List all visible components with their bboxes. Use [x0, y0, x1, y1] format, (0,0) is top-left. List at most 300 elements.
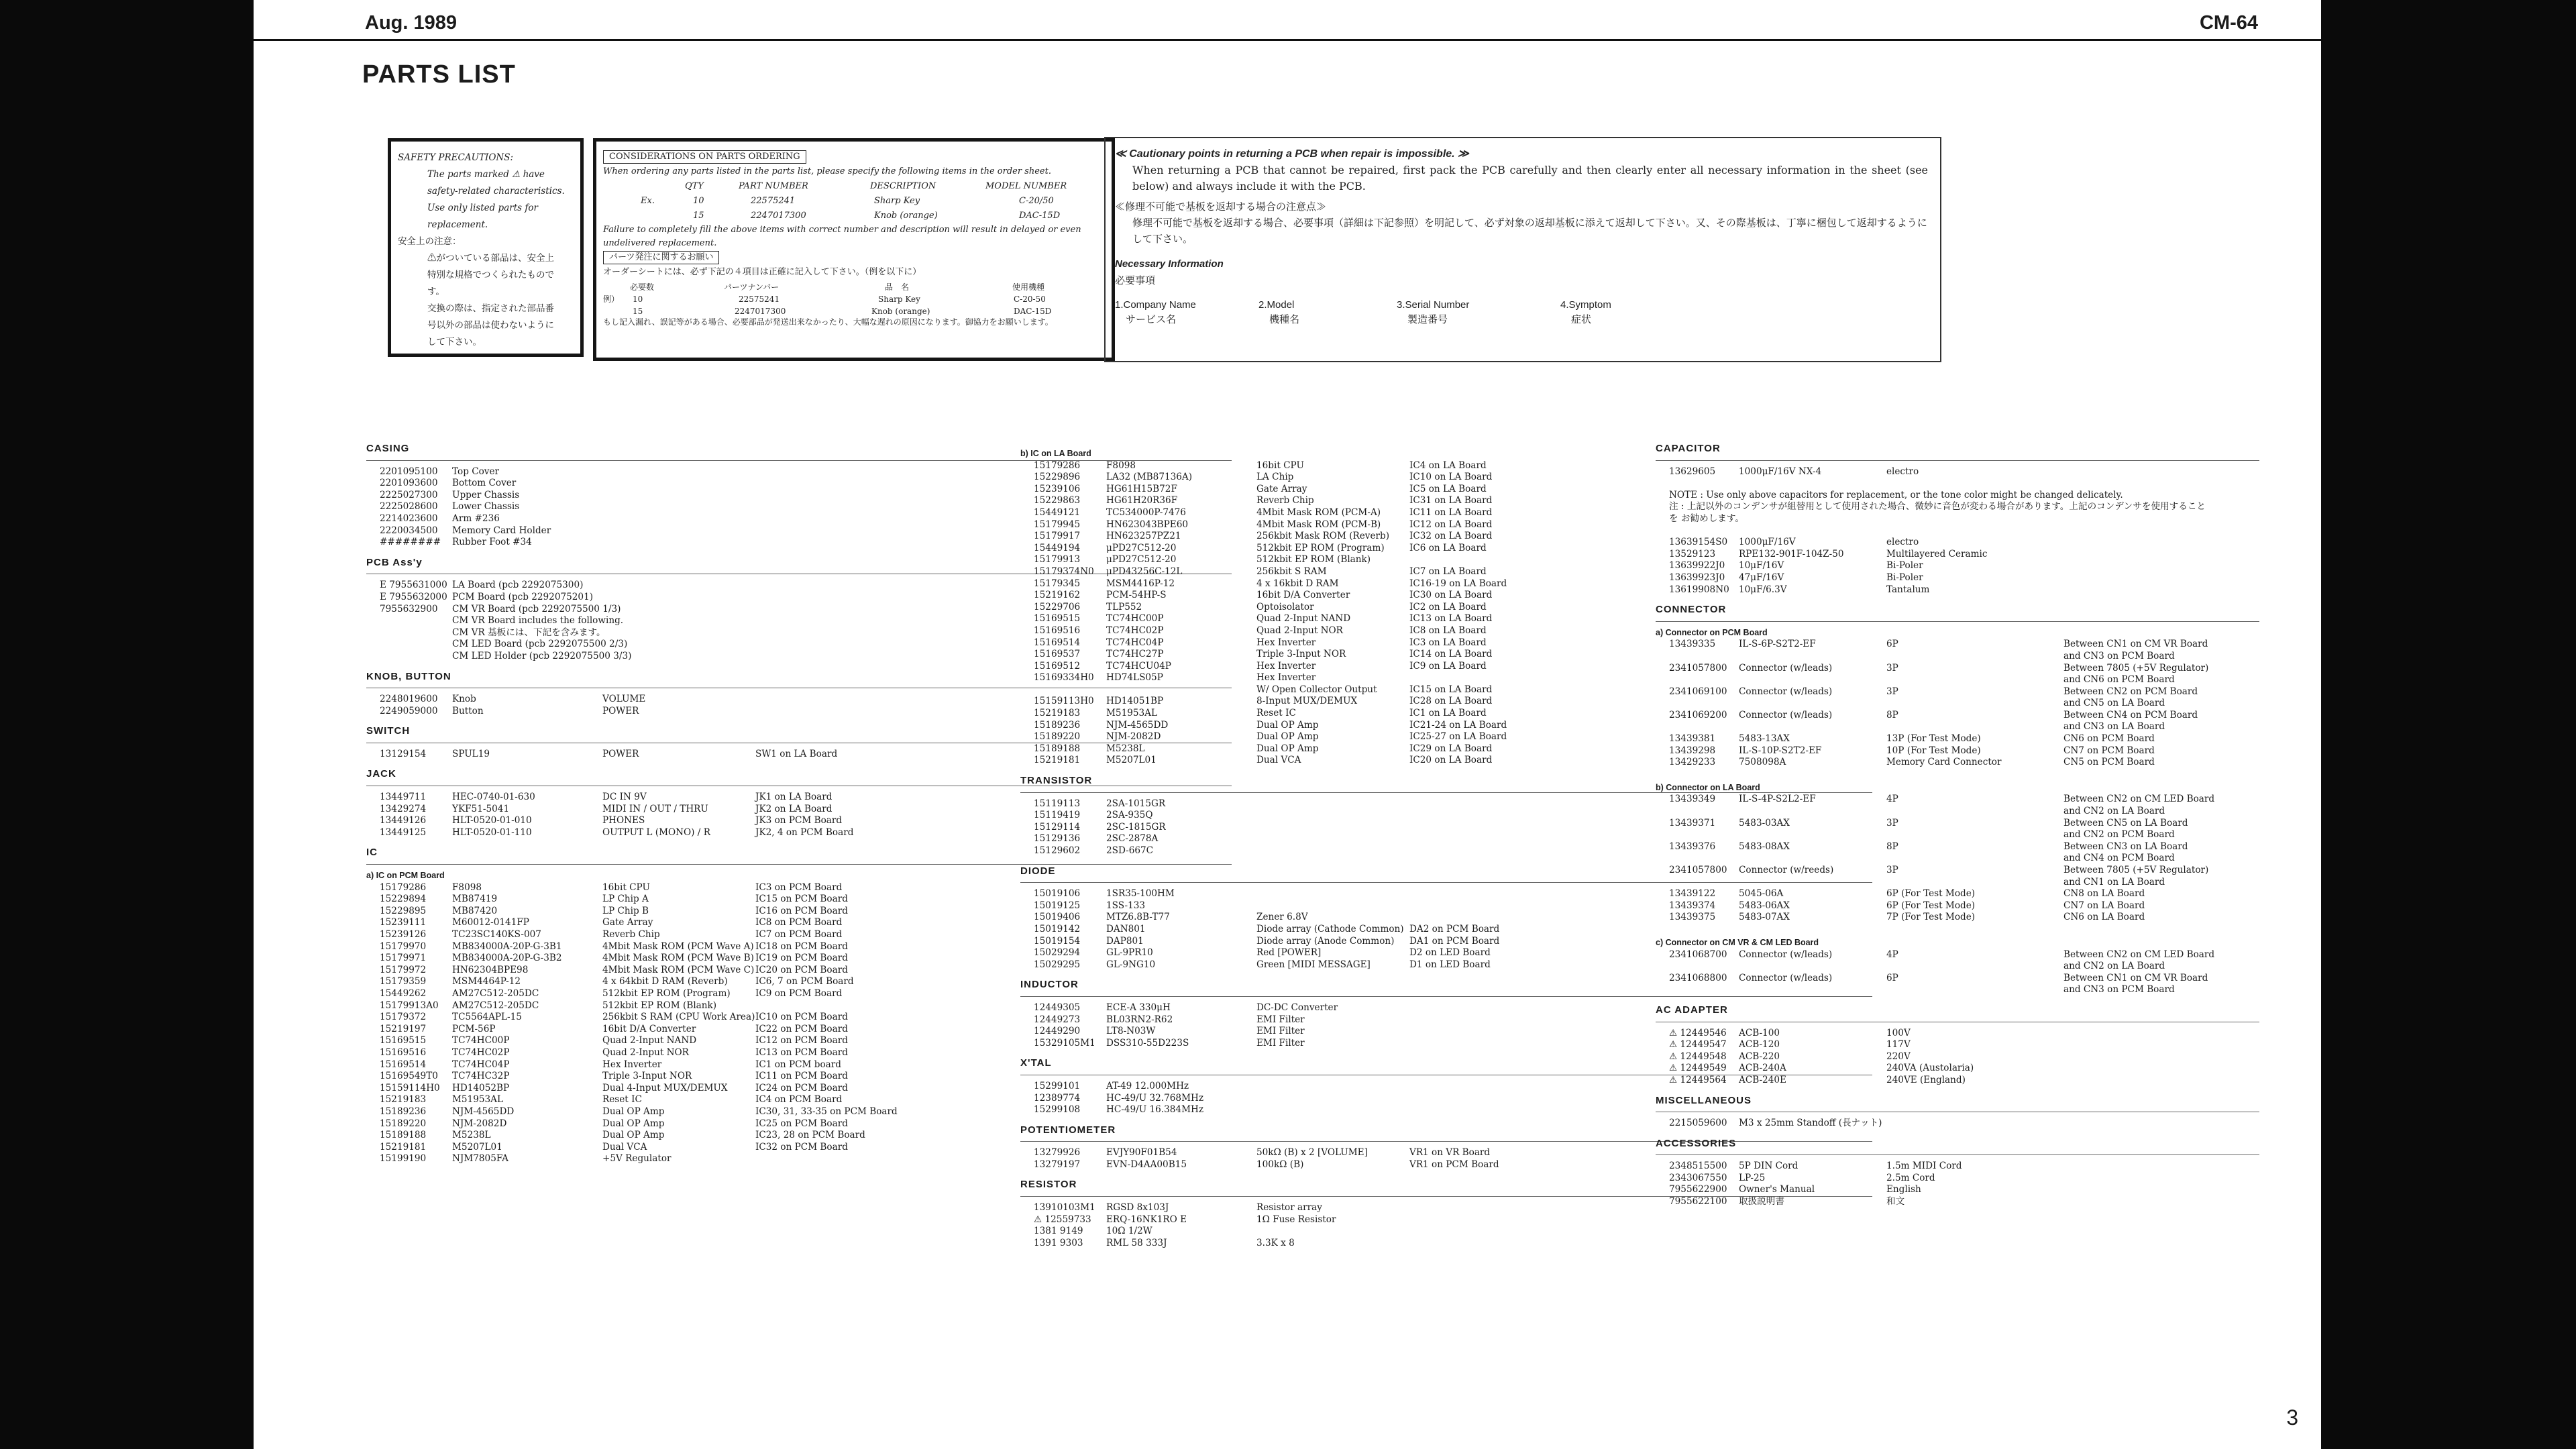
item-en: 1.Company Name	[1115, 299, 1196, 311]
part-name: F8098	[1106, 460, 1136, 471]
part-number: 15189188	[380, 1130, 427, 1141]
part-number: ########	[380, 537, 441, 548]
section-title: PCB Ass'y	[366, 557, 1232, 575]
part-number: 15299101	[1034, 1080, 1081, 1091]
part-location: IC18 on PCM Board	[755, 941, 848, 952]
part-number: 7955622900	[1669, 1184, 1727, 1195]
part-number: 12389774	[1034, 1092, 1081, 1104]
necessary-item	[1397, 298, 1469, 327]
part-description: 4Mbit Mask ROM (PCM Wave C)	[602, 964, 755, 975]
part-name: F8098	[452, 881, 482, 893]
part-description: Gate Array	[602, 917, 653, 928]
document-page	[254, 0, 2321, 1449]
part-number: を お勧めします。	[1669, 513, 1744, 524]
part-description: 256kbit S RAM (CPU Work Area)	[602, 1012, 755, 1023]
part-number: E 7955631000	[380, 580, 447, 591]
part-name: PCM Board (pcb 2292075201)	[452, 591, 594, 602]
part-row	[1656, 639, 2259, 651]
part-number: 13429233	[1669, 757, 1716, 768]
part-location: IC9 on PCM Board	[755, 987, 843, 999]
cell: 10	[693, 196, 704, 206]
part-number: 15169512	[1034, 660, 1081, 672]
cell: C-20/50	[1019, 196, 1054, 206]
part-number: 15179972	[380, 964, 427, 975]
part-description: 4 x 64kbit D RAM (Reverb)	[602, 976, 728, 987]
part-description: 256kbit S RAM	[1256, 566, 1327, 577]
part-name: TC74HC04P	[452, 1059, 510, 1070]
part-number: 15449194	[1034, 542, 1081, 553]
part-location: IC4 on LA Board	[1409, 460, 1487, 471]
part-name: ACB-240A	[1739, 1063, 1786, 1074]
part-description: 4Mbit Mask ROM (PCM-A)	[1256, 506, 1381, 518]
part-description: 6P	[1886, 639, 1898, 650]
part-description: Reset IC	[602, 1094, 642, 1106]
part-number: 13129154	[380, 748, 427, 759]
part-location: IC3 on PCM Board	[755, 881, 843, 893]
part-location: IC29 on LA Board	[1409, 743, 1493, 754]
part-number: 2341057800	[1669, 865, 1727, 875]
part-name: SPUL19	[452, 748, 490, 759]
cell: DAC-15D	[1014, 307, 1052, 316]
part-name: 7508098A	[1739, 757, 1786, 768]
part-number: 2215059600	[1669, 1118, 1727, 1129]
part-number: 15129602	[1034, 845, 1081, 856]
part-description: 8P	[1886, 709, 1898, 720]
part-name: IL-S-6P-S2T2-EF	[1739, 639, 1816, 650]
part-description: POWER	[602, 705, 639, 716]
cell: DAC-15D	[1019, 211, 1061, 221]
section-title: RESISTOR	[1020, 1179, 1872, 1197]
part-description: Quad 2-Input NOR	[1256, 625, 1343, 636]
part-name: M5207L01	[1106, 755, 1157, 766]
part-description: 3P	[1886, 865, 1898, 875]
part-location: IC20 on LA Board	[1409, 755, 1493, 766]
cautionary-body: When returning a PCB that cannot be repaired, first pack the PCB carefully and then clearly enter all necessary information in the sheet (see below) and always include it with the PCB.	[1132, 164, 1928, 193]
part-name: MB87420	[452, 905, 498, 916]
part-number: 15229896	[1034, 472, 1081, 483]
part-location: and CN3 on LA Board	[2063, 721, 2165, 733]
part-number: 15179970	[380, 941, 427, 952]
part-name: Owner's Manual	[1739, 1184, 1815, 1195]
part-location: IC14 on LA Board	[1409, 649, 1493, 660]
part-name: ACB-220	[1739, 1051, 1780, 1062]
part-location: and CN5 on LA Board	[2063, 698, 2165, 709]
part-number: 13449126	[380, 815, 427, 826]
part-name: CM VR Board includes the following.	[452, 615, 624, 627]
part-row	[1656, 841, 2259, 853]
part-name: AT-49 12.000MHz	[1106, 1080, 1189, 1091]
part-number: 15219181	[1034, 755, 1081, 766]
part-location: JK2 on LA Board	[755, 803, 833, 814]
part-description: 100kΩ (B)	[1256, 1159, 1304, 1170]
part-name: ECE-A 330μH	[1106, 1002, 1171, 1013]
part-description: EMI Filter	[1256, 1037, 1305, 1049]
part-number: 15179945	[1034, 519, 1081, 530]
part-row	[1656, 466, 2259, 478]
part-location: IC10 on LA Board	[1409, 472, 1493, 483]
section-title: JACK	[366, 768, 1232, 786]
part-name: DAP801	[1106, 935, 1144, 947]
safety-line: Use only listed parts for	[427, 203, 538, 213]
part-description: 6P (For Test Mode)	[1886, 888, 1976, 900]
part-description: 512kbit EP ROM (Blank)	[602, 1000, 717, 1011]
section-title: CONNECTOR	[1656, 604, 2259, 622]
part-number: 15159114H0	[380, 1082, 440, 1093]
part-location: IC32 on PCM Board	[755, 1141, 848, 1152]
part-number: 15229895	[380, 905, 427, 916]
part-number: 13439375	[1669, 912, 1716, 923]
part-number: 2214023600	[380, 513, 438, 524]
section-title: POTENTIOMETER	[1020, 1124, 1872, 1142]
section-title: INDUCTOR	[1020, 979, 1872, 997]
part-name: BL03RN2-R62	[1106, 1014, 1173, 1025]
item-en: 4.Symptom	[1560, 299, 1611, 311]
section-subtitle: a) IC on PCM Board	[366, 871, 445, 881]
part-name: IL-S-10P-S2T2-EF	[1739, 745, 1822, 756]
header-model-number: MODEL NUMBER	[985, 181, 1067, 191]
section-title: X'TAL	[1020, 1057, 1872, 1075]
part-location: IC13 on PCM Board	[755, 1046, 848, 1058]
part-name: 10μF/6.3V	[1739, 584, 1787, 595]
part-description: Bi-Poler	[1886, 572, 1923, 583]
part-description: 1.5m MIDI Cord	[1886, 1161, 1962, 1172]
part-row	[1656, 478, 2259, 490]
part-name: YKF51-5041	[452, 803, 510, 814]
safety-jp-heading: 安全上の注意：	[398, 236, 462, 247]
cell: 10	[633, 294, 643, 304]
part-name: MSM4416P-12	[1106, 578, 1175, 589]
part-description: LP Chip B	[602, 905, 649, 916]
part-name: Upper Chassis	[452, 489, 520, 500]
part-description: EMI Filter	[1256, 1014, 1305, 1025]
part-row	[1656, 663, 2259, 675]
cautionary-heading: ≪ Cautionary points in returning a PCB when repair is impossible. ≫	[1115, 148, 1469, 160]
part-description: LA Chip	[1256, 472, 1294, 483]
part-name: 2SC-2878A	[1106, 833, 1159, 845]
item-jp: サービス名	[1126, 314, 1177, 325]
part-number: 2225028600	[380, 501, 438, 513]
part-name: 5483-03AX	[1739, 817, 1790, 828]
part-location: IC25-27 on LA Board	[1409, 731, 1507, 743]
part-name: RML 58 333J	[1106, 1237, 1167, 1248]
part-name: NJM7805FA	[452, 1153, 508, 1165]
part-location: IC3 on LA Board	[1409, 637, 1487, 648]
part-description: POWER	[602, 748, 639, 759]
part-number: 15169515	[380, 1035, 427, 1046]
part-name: 5483-08AX	[1739, 841, 1790, 852]
item-en: 3.Serial Number	[1397, 299, 1470, 311]
part-location: IC8 on LA Board	[1409, 625, 1487, 636]
part-location: IC2 on LA Board	[1409, 601, 1487, 612]
safety-line: replacement.	[427, 219, 488, 230]
part-number: E 7955632000	[380, 591, 447, 602]
part-number: 15189220	[1034, 731, 1081, 743]
section-title: DIODE	[1020, 865, 1872, 883]
part-location: D1 on LED Board	[1409, 959, 1491, 970]
part-description: Quad 2-Input NAND	[1256, 613, 1351, 625]
part-location: Between CN5 on LA Board	[2063, 817, 2188, 828]
part-number: 2225027300	[380, 489, 438, 500]
cell: 15	[693, 211, 704, 221]
ordering-jp-failure: もし記入漏れ、誤記等がある場合、必要部品が発送出来なかったり、大幅な遅れの原因になります。御協力をお願いします。	[603, 317, 1053, 327]
part-name: M60012-0141FP	[452, 917, 529, 928]
part-location: IC16-19 on LA Board	[1409, 578, 1507, 589]
part-description: 3P	[1886, 686, 1898, 697]
cell: 22575241	[751, 196, 796, 206]
part-name: M5238L	[452, 1130, 491, 1141]
part-number: 12449305	[1034, 1002, 1081, 1013]
part-number: 13449125	[380, 826, 427, 838]
part-number: 1391 9303	[1034, 1237, 1083, 1248]
part-number: 15169514	[380, 1059, 427, 1070]
part-name: AM27C512-205DC	[452, 1000, 539, 1011]
parts-ordering-box	[593, 138, 1115, 361]
part-description: 1Ω Fuse Resistor	[1256, 1214, 1336, 1225]
part-name: LT8-N03W	[1106, 1026, 1156, 1037]
part-number: 13439335	[1669, 639, 1716, 650]
ordering-jp-table-header	[603, 280, 1105, 292]
part-row	[1656, 900, 2259, 912]
part-number: 15179917	[1034, 531, 1081, 542]
part-name: 5483-13AX	[1739, 733, 1790, 745]
part-row	[1656, 549, 2259, 561]
cell: 22575241	[739, 294, 780, 304]
parts-section	[1656, 932, 2259, 996]
part-location: and CN2 on LA Board	[2063, 806, 2165, 817]
part-description: 8P	[1886, 841, 1898, 852]
part-name: TC74HC02P	[452, 1046, 510, 1058]
part-name: M5238L	[1106, 743, 1145, 754]
part-name: TC534000P-7476	[1106, 506, 1186, 518]
cell: Knob (orange)	[871, 307, 930, 316]
part-name: 取扱説明書	[1739, 1196, 1784, 1208]
part-row	[1656, 806, 2259, 818]
part-description: 和文	[1886, 1196, 1905, 1208]
part-number: 15029295	[1034, 959, 1081, 970]
part-description: Reverb Chip	[1256, 495, 1314, 506]
part-row	[1656, 584, 2259, 596]
part-number: 13449711	[380, 792, 427, 803]
parts-section	[1656, 1004, 2259, 1087]
part-description: Triple 3-Input NOR	[602, 1071, 692, 1082]
part-name: TC74HC32P	[452, 1071, 510, 1082]
part-name: CM VR 基板には、下記を含みます。	[452, 627, 606, 638]
part-location: Between CN2 on CM LED Board	[2063, 794, 2215, 805]
part-description: 8-Input MUX/DEMUX	[1256, 696, 1358, 707]
parts-section	[1656, 1095, 2259, 1130]
part-number: 15449121	[1034, 506, 1081, 518]
cell: 15	[633, 307, 643, 316]
safety-jp-line: す。	[427, 286, 445, 297]
part-description: 10P (For Test Mode)	[1886, 745, 1981, 756]
part-number: 15219162	[1034, 590, 1081, 601]
part-description: Reverb Chip	[602, 929, 660, 940]
part-description: 6P	[1886, 972, 1898, 983]
part-description: 3.3K x 8	[1256, 1237, 1295, 1248]
part-description: 240VE (England)	[1886, 1074, 1966, 1085]
cautionary-box	[1104, 137, 1941, 362]
part-description: Gate Array	[1256, 483, 1307, 494]
part-row	[1656, 973, 2259, 985]
part-name: HC-49/U 16.384MHz	[1106, 1104, 1204, 1116]
part-name: Arm #236	[452, 513, 500, 524]
part-row	[1656, 733, 2259, 745]
item-jp: 機種名	[1269, 314, 1300, 325]
part-name: NJM-4565DD	[452, 1106, 515, 1117]
section-subtitle: b) Connector on LA Board	[1656, 782, 1760, 792]
part-name: TC74HC27P	[1106, 649, 1164, 660]
part-location: IC25 on PCM Board	[755, 1118, 848, 1129]
part-number: 13639154S0	[1669, 537, 1728, 548]
part-description: Diode array (Anode Common)	[1256, 935, 1395, 947]
part-row	[1656, 853, 2259, 865]
part-location: IC19 on PCM Board	[755, 953, 848, 964]
part-number: 15169334H0	[1034, 672, 1094, 684]
part-description: Hex Inverter	[1256, 660, 1316, 672]
necessary-info-jp: 必要事項	[1115, 274, 1156, 286]
part-location: CN7 on PCM Board	[2063, 745, 2155, 756]
part-name: TC74HC04P	[1106, 637, 1164, 648]
part-name: 1000μF/16V NX-4	[1739, 466, 1822, 477]
part-row	[1656, 888, 2259, 900]
part-number: 13639923J0	[1669, 572, 1725, 583]
safety-precautions-box	[388, 138, 584, 357]
part-number: 15179971	[380, 953, 427, 964]
ordering-jp-intro: オーダーシートには、必ず下記の４項目は正確に記入して下さい。（例を以下に）	[603, 267, 922, 277]
part-name: NJM-2082D	[452, 1118, 507, 1129]
part-row	[1656, 698, 2259, 710]
part-name: TC5564APL-15	[452, 1012, 522, 1023]
cell: 使用機種	[1012, 282, 1045, 292]
part-number: 2248019600	[380, 694, 438, 705]
part-location: IC13 on LA Board	[1409, 613, 1493, 625]
part-row	[1656, 984, 2259, 996]
part-number: 13279197	[1034, 1159, 1081, 1170]
part-name: 2SA-1015GR	[1106, 798, 1166, 809]
part-name: HD74LS05P	[1106, 672, 1163, 684]
part-number: 15229894	[380, 894, 427, 905]
part-name: Memory Card Holder	[452, 525, 551, 536]
part-location: IC32 on LA Board	[1409, 531, 1493, 542]
part-number: 注 : 上記以外のコンデンサが組替用として使用された場合、微妙に音色が変わる場合があります。上記のコンデンサを使用すること	[1669, 501, 2206, 513]
part-name: LA Board (pcb 2292075300)	[452, 580, 584, 591]
part-location: IC11 on PCM Board	[755, 1071, 848, 1082]
part-location: DA2 on PCM Board	[1409, 923, 1500, 934]
part-number: ⚠ 12449549	[1669, 1063, 1727, 1074]
part-row	[1656, 651, 2259, 663]
part-name: TC74HC02P	[1106, 625, 1164, 636]
part-name: MB87419	[452, 894, 498, 905]
cautionary-jp-heading: ≪修理不可能で基板を返却する場合の注意点≫	[1115, 201, 1327, 213]
part-description: Memory Card Connector	[1886, 757, 2002, 768]
part-number: ⚠ 12559733	[1034, 1214, 1091, 1225]
part-location: IC7 on PCM Board	[755, 929, 843, 940]
part-number: 13439298	[1669, 745, 1716, 756]
safety-jp-line: 交換の際は、指定された部品番	[427, 303, 554, 314]
part-number: 15169537	[1034, 649, 1081, 660]
part-name: MB834000A-20P-G-3B2	[452, 953, 562, 964]
parts-column-3	[1656, 435, 2259, 1208]
part-name: M5207L01	[452, 1141, 502, 1152]
part-description: 117V	[1886, 1039, 1911, 1051]
header-date: Aug. 1989	[365, 12, 457, 34]
part-name: 5045-06A	[1739, 888, 1784, 900]
part-number: 13429274	[380, 803, 427, 814]
part-number: ⚠ 12449546	[1669, 1027, 1727, 1038]
part-row	[1656, 912, 2259, 924]
part-description: 240VA (Austolaria)	[1886, 1063, 1974, 1074]
part-description: 4Mbit Mask ROM (PCM Wave A)	[602, 941, 754, 952]
part-number: 7955622100	[1669, 1196, 1727, 1208]
part-location: CN7 on LA Board	[2063, 900, 2145, 911]
part-description: 4Mbit Mask ROM (PCM Wave B)	[602, 953, 754, 964]
part-name: Connector (w/leads)	[1739, 686, 1833, 697]
cell: Sharp Key	[874, 196, 920, 206]
part-location: Between CN1 on CM VR Board	[2063, 972, 2208, 983]
part-number: 12449273	[1034, 1014, 1081, 1025]
part-number: 2348515500	[1669, 1161, 1727, 1172]
part-number: 13439376	[1669, 841, 1716, 852]
part-row	[1656, 560, 2259, 572]
part-location: and CN3 on PCM Board	[2063, 650, 2175, 661]
section-title: CAPACITOR	[1656, 443, 2259, 461]
cell: 2247017300	[735, 307, 786, 316]
part-row	[1656, 818, 2259, 830]
part-description: Dual OP Amp	[1256, 719, 1319, 731]
part-description: 4Mbit Mask ROM (PCM-B)	[1256, 519, 1381, 530]
safety-jp-line: 特別な規格でつくられたもので	[427, 270, 554, 280]
part-number: 2341069100	[1669, 686, 1727, 697]
part-description: 220V	[1886, 1051, 1911, 1062]
item-jp: 製造番号	[1407, 314, 1448, 325]
part-row	[1656, 1173, 2259, 1185]
part-location: and CN3 on PCM Board	[2063, 984, 2175, 996]
part-number: 15189236	[380, 1106, 427, 1117]
part-row	[1656, 745, 2259, 757]
part-location: Between 7805 (+5V Regulator)	[2063, 865, 2209, 875]
part-row	[1656, 1051, 2259, 1063]
part-description: Dual OP Amp	[602, 1106, 665, 1117]
part-description: 16bit CPU	[602, 881, 650, 893]
part-number: 15019106	[1034, 888, 1081, 900]
part-row	[1656, 513, 2259, 525]
ordering-row	[603, 209, 1105, 223]
part-name: HG61H20R36F	[1106, 495, 1178, 506]
part-name: EVJY90F01B54	[1106, 1147, 1177, 1159]
header-description: DESCRIPTION	[870, 181, 936, 191]
ordering-intro: When ordering any parts listed in the parts list, please specify the following items in the order sheet.	[603, 166, 1051, 176]
part-description: 2.5m Cord	[1886, 1172, 1935, 1183]
part-location: IC22 on PCM Board	[755, 1023, 848, 1034]
cell: 必要数	[630, 282, 655, 292]
part-name: M3 x 25mm Standoff (長ナット)	[1739, 1118, 1882, 1129]
part-description: Multilayered Ceramic	[1886, 548, 1988, 559]
part-name: HN623043BPE60	[1106, 519, 1188, 530]
part-number: 15119113	[1034, 798, 1081, 809]
part-location: SW1 on LA Board	[755, 748, 838, 759]
part-number: 15299108	[1034, 1104, 1081, 1116]
part-description: Hex Inverter	[602, 1059, 662, 1070]
part-name: HD14051BP	[1106, 696, 1164, 707]
part-location: Between CN2 on CM LED Board	[2063, 949, 2215, 960]
section-subtitle: c) Connector on CM VR & CM LED Board	[1656, 937, 1819, 947]
part-name: RPE132-901F-104Z-50	[1739, 548, 1844, 559]
part-location: IC15 on PCM Board	[755, 894, 848, 905]
part-location: Between CN2 on PCM Board	[2063, 686, 2198, 697]
part-number: 13910103M1	[1034, 1202, 1095, 1214]
part-name: DAN801	[1106, 923, 1146, 934]
part-row	[1656, 572, 2259, 584]
